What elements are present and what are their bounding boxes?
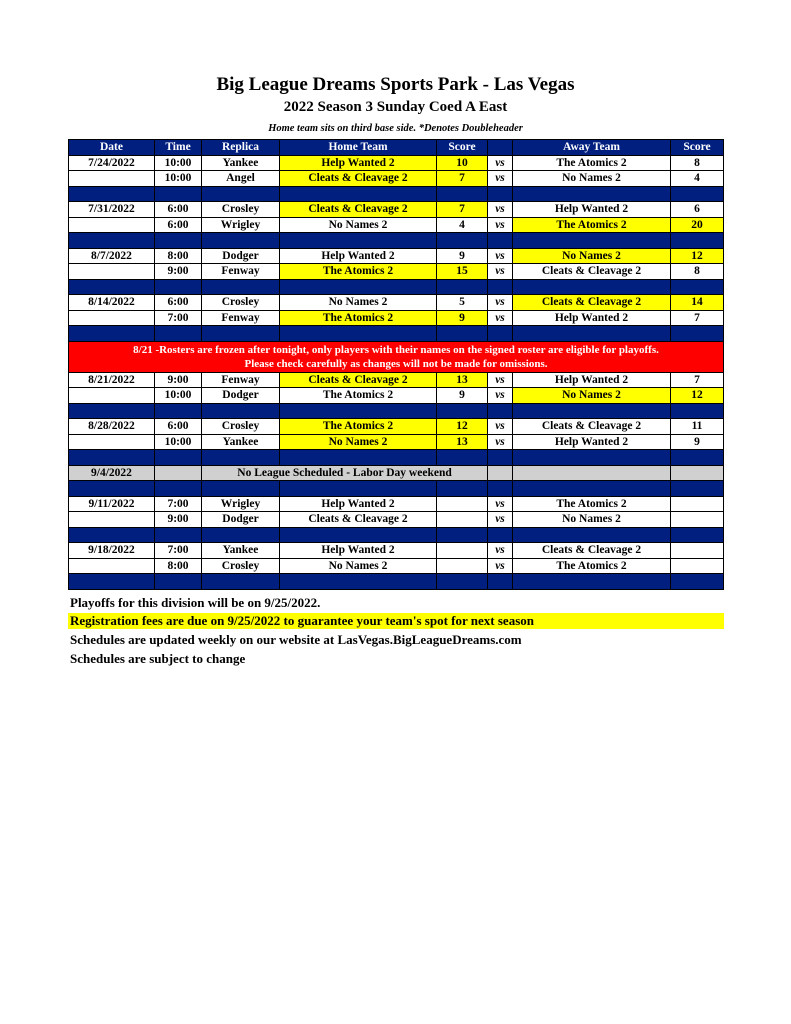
away-score: 8 xyxy=(671,264,724,280)
game-date xyxy=(69,388,155,404)
vs-label: vs xyxy=(488,310,513,326)
table-row xyxy=(69,434,724,450)
vs-label: vs xyxy=(488,496,513,512)
home-team: Cleats & Cleavage 2 xyxy=(280,512,437,528)
home-team: No Names 2 xyxy=(280,217,437,233)
vs-label: vs xyxy=(488,512,513,528)
website-note: Schedules are updated weekly on our website at LasVegas.BigLeagueDreams.com xyxy=(70,632,522,647)
home-score xyxy=(437,496,488,512)
home-team: No Names 2 xyxy=(280,434,437,450)
roster-notice-line1: 8/21 -Rosters are frozen after tonight, only players with their names on the signed roster are eligible for playoffs. xyxy=(133,343,659,356)
game-time: 8:00 xyxy=(155,248,202,264)
no-league-row xyxy=(69,465,724,481)
table-row xyxy=(69,419,724,435)
away-score xyxy=(671,496,724,512)
game-date: 8/14/2022 xyxy=(69,295,155,311)
table-row xyxy=(69,543,724,559)
game-field: Crosley xyxy=(202,295,280,311)
game-field: Fenway xyxy=(202,310,280,326)
game-time: 10:00 xyxy=(155,434,202,450)
vs-label: vs xyxy=(488,372,513,388)
col-date: Date xyxy=(69,140,155,156)
game-date: 8/28/2022 xyxy=(69,419,155,435)
home-score: 13 xyxy=(437,372,488,388)
home-score xyxy=(437,558,488,574)
roster-notice-row xyxy=(69,341,724,372)
game-date: 9/11/2022 xyxy=(69,496,155,512)
away-score: 9 xyxy=(671,434,724,450)
no-league-text: No League Scheduled - Labor Day weekend xyxy=(202,465,488,481)
home-score: 4 xyxy=(437,217,488,233)
game-date xyxy=(69,310,155,326)
vs-label: vs xyxy=(488,202,513,218)
table-row xyxy=(69,171,724,187)
game-time: 6:00 xyxy=(155,202,202,218)
spacer-row xyxy=(69,279,724,295)
away-team: Cleats & Cleavage 2 xyxy=(513,264,671,280)
spacer-row xyxy=(69,481,724,497)
vs-label: vs xyxy=(488,295,513,311)
page-title: Big League Dreams Sports Park - Las Vegas xyxy=(216,74,575,95)
game-field: Dodger xyxy=(202,248,280,264)
vs-label: vs xyxy=(488,543,513,559)
game-time: 10:00 xyxy=(155,171,202,187)
home-score: 13 xyxy=(437,434,488,450)
away-team: No Names 2 xyxy=(513,171,671,187)
spacer-row xyxy=(69,574,724,590)
game-date xyxy=(69,264,155,280)
table-row xyxy=(69,217,724,233)
col-home-score: Score xyxy=(437,140,488,156)
away-score: 7 xyxy=(671,310,724,326)
registration-note: Registration fees are due on 9/25/2022 to guarantee your team's spot for next season xyxy=(68,613,724,629)
game-date xyxy=(69,434,155,450)
table-row xyxy=(69,202,724,218)
change-note: Schedules are subject to change xyxy=(70,651,246,666)
game-field: Fenway xyxy=(202,264,280,280)
game-date xyxy=(69,512,155,528)
away-team: No Names 2 xyxy=(513,388,671,404)
away-team: Help Wanted 2 xyxy=(513,202,671,218)
game-date: 8/7/2022 xyxy=(69,248,155,264)
game-time: 9:00 xyxy=(155,512,202,528)
game-time: 6:00 xyxy=(155,295,202,311)
vs-label: vs xyxy=(488,264,513,280)
away-team: No Names 2 xyxy=(513,512,671,528)
home-score: 5 xyxy=(437,295,488,311)
game-time: 10:00 xyxy=(155,388,202,404)
away-team: Cleats & Cleavage 2 xyxy=(513,419,671,435)
vs-label: vs xyxy=(488,217,513,233)
vs-label: vs xyxy=(488,558,513,574)
schedule-table xyxy=(68,139,724,590)
game-field: Fenway xyxy=(202,372,280,388)
away-team: The Atomics 2 xyxy=(513,496,671,512)
table-row xyxy=(69,248,724,264)
spacer-row xyxy=(69,527,724,543)
game-time: 7:00 xyxy=(155,496,202,512)
home-team: No Names 2 xyxy=(280,295,437,311)
table-row xyxy=(69,264,724,280)
away-team: Help Wanted 2 xyxy=(513,372,671,388)
home-score xyxy=(437,543,488,559)
away-score: 11 xyxy=(671,419,724,435)
home-team: Help Wanted 2 xyxy=(280,155,437,171)
home-score: 12 xyxy=(437,419,488,435)
home-team: Cleats & Cleavage 2 xyxy=(280,171,437,187)
away-team: The Atomics 2 xyxy=(513,558,671,574)
playoffs-note: Playoffs for this division will be on 9/25/2022. xyxy=(70,595,321,610)
game-date xyxy=(69,171,155,187)
away-team: The Atomics 2 xyxy=(513,217,671,233)
game-field: Wrigley xyxy=(202,217,280,233)
home-team: The Atomics 2 xyxy=(280,310,437,326)
game-time: 8:00 xyxy=(155,558,202,574)
roster-notice xyxy=(69,341,724,372)
schedule-note: Home team sits on third base side. *Denotes Doubleheader xyxy=(268,123,523,134)
vs-label: vs xyxy=(488,155,513,171)
game-field: Yankee xyxy=(202,434,280,450)
vs-label: vs xyxy=(488,388,513,404)
spacer-row xyxy=(69,450,724,466)
home-score: 7 xyxy=(437,202,488,218)
game-date: 9/18/2022 xyxy=(69,543,155,559)
roster-notice-line2: Please check carefully as changes will not be made for omissions. xyxy=(244,357,548,370)
game-time: 9:00 xyxy=(155,372,202,388)
away-team: Cleats & Cleavage 2 xyxy=(513,543,671,559)
away-score: 6 xyxy=(671,202,724,218)
home-team: Cleats & Cleavage 2 xyxy=(280,202,437,218)
home-score: 15 xyxy=(437,264,488,280)
home-team: The Atomics 2 xyxy=(280,419,437,435)
game-field: Dodger xyxy=(202,388,280,404)
away-score xyxy=(671,558,724,574)
spacer-row xyxy=(69,326,724,342)
home-score: 10 xyxy=(437,155,488,171)
table-row xyxy=(69,558,724,574)
away-score: 4 xyxy=(671,171,724,187)
away-team: Help Wanted 2 xyxy=(513,434,671,450)
away-score: 12 xyxy=(671,388,724,404)
game-time: 9:00 xyxy=(155,264,202,280)
table-row xyxy=(69,310,724,326)
away-team: No Names 2 xyxy=(513,248,671,264)
game-field: Angel xyxy=(202,171,280,187)
game-time: 6:00 xyxy=(155,419,202,435)
vs-label: vs xyxy=(488,434,513,450)
col-time: Time xyxy=(155,140,202,156)
home-team: The Atomics 2 xyxy=(280,388,437,404)
game-field: Crosley xyxy=(202,558,280,574)
game-time: 7:00 xyxy=(155,310,202,326)
game-time: 6:00 xyxy=(155,217,202,233)
game-field: Dodger xyxy=(202,512,280,528)
game-date xyxy=(69,558,155,574)
game-field: Wrigley xyxy=(202,496,280,512)
home-score: 9 xyxy=(437,388,488,404)
table-row xyxy=(69,372,724,388)
col-vs xyxy=(488,140,513,156)
no-league-date: 9/4/2022 xyxy=(69,465,155,481)
table-row xyxy=(69,496,724,512)
header-row xyxy=(69,140,724,156)
away-team: Help Wanted 2 xyxy=(513,310,671,326)
home-team: No Names 2 xyxy=(280,558,437,574)
game-field: Crosley xyxy=(202,419,280,435)
game-date: 7/24/2022 xyxy=(69,155,155,171)
table-row xyxy=(69,155,724,171)
vs-label: vs xyxy=(488,248,513,264)
table-row xyxy=(69,512,724,528)
home-team: The Atomics 2 xyxy=(280,264,437,280)
game-date: 8/21/2022 xyxy=(69,372,155,388)
home-team: Cleats & Cleavage 2 xyxy=(280,372,437,388)
spacer-row xyxy=(69,186,724,202)
vs-label: vs xyxy=(488,419,513,435)
game-field: Yankee xyxy=(202,155,280,171)
spacer-row xyxy=(69,233,724,249)
away-score: 20 xyxy=(671,217,724,233)
page-subtitle: 2022 Season 3 Sunday Coed A East xyxy=(283,99,508,115)
game-date xyxy=(69,217,155,233)
game-time: 10:00 xyxy=(155,155,202,171)
col-replica: Replica xyxy=(202,140,280,156)
away-team: Cleats & Cleavage 2 xyxy=(513,295,671,311)
away-score: 7 xyxy=(671,372,724,388)
home-team: Help Wanted 2 xyxy=(280,248,437,264)
away-score xyxy=(671,512,724,528)
home-team: Help Wanted 2 xyxy=(280,496,437,512)
game-date: 7/31/2022 xyxy=(69,202,155,218)
home-score: 9 xyxy=(437,248,488,264)
col-home-team: Home Team xyxy=(280,140,437,156)
game-time: 7:00 xyxy=(155,543,202,559)
game-field: Yankee xyxy=(202,543,280,559)
away-score: 12 xyxy=(671,248,724,264)
away-score: 14 xyxy=(671,295,724,311)
home-score xyxy=(437,512,488,528)
table-row xyxy=(69,295,724,311)
home-score: 7 xyxy=(437,171,488,187)
vs-label: vs xyxy=(488,171,513,187)
away-score: 8 xyxy=(671,155,724,171)
game-field: Crosley xyxy=(202,202,280,218)
col-away-score: Score xyxy=(671,140,724,156)
col-away-team: Away Team xyxy=(513,140,671,156)
table-row xyxy=(69,388,724,404)
away-team: The Atomics 2 xyxy=(513,155,671,171)
home-team: Help Wanted 2 xyxy=(280,543,437,559)
home-score: 9 xyxy=(437,310,488,326)
spacer-row xyxy=(69,403,724,419)
away-score xyxy=(671,543,724,559)
